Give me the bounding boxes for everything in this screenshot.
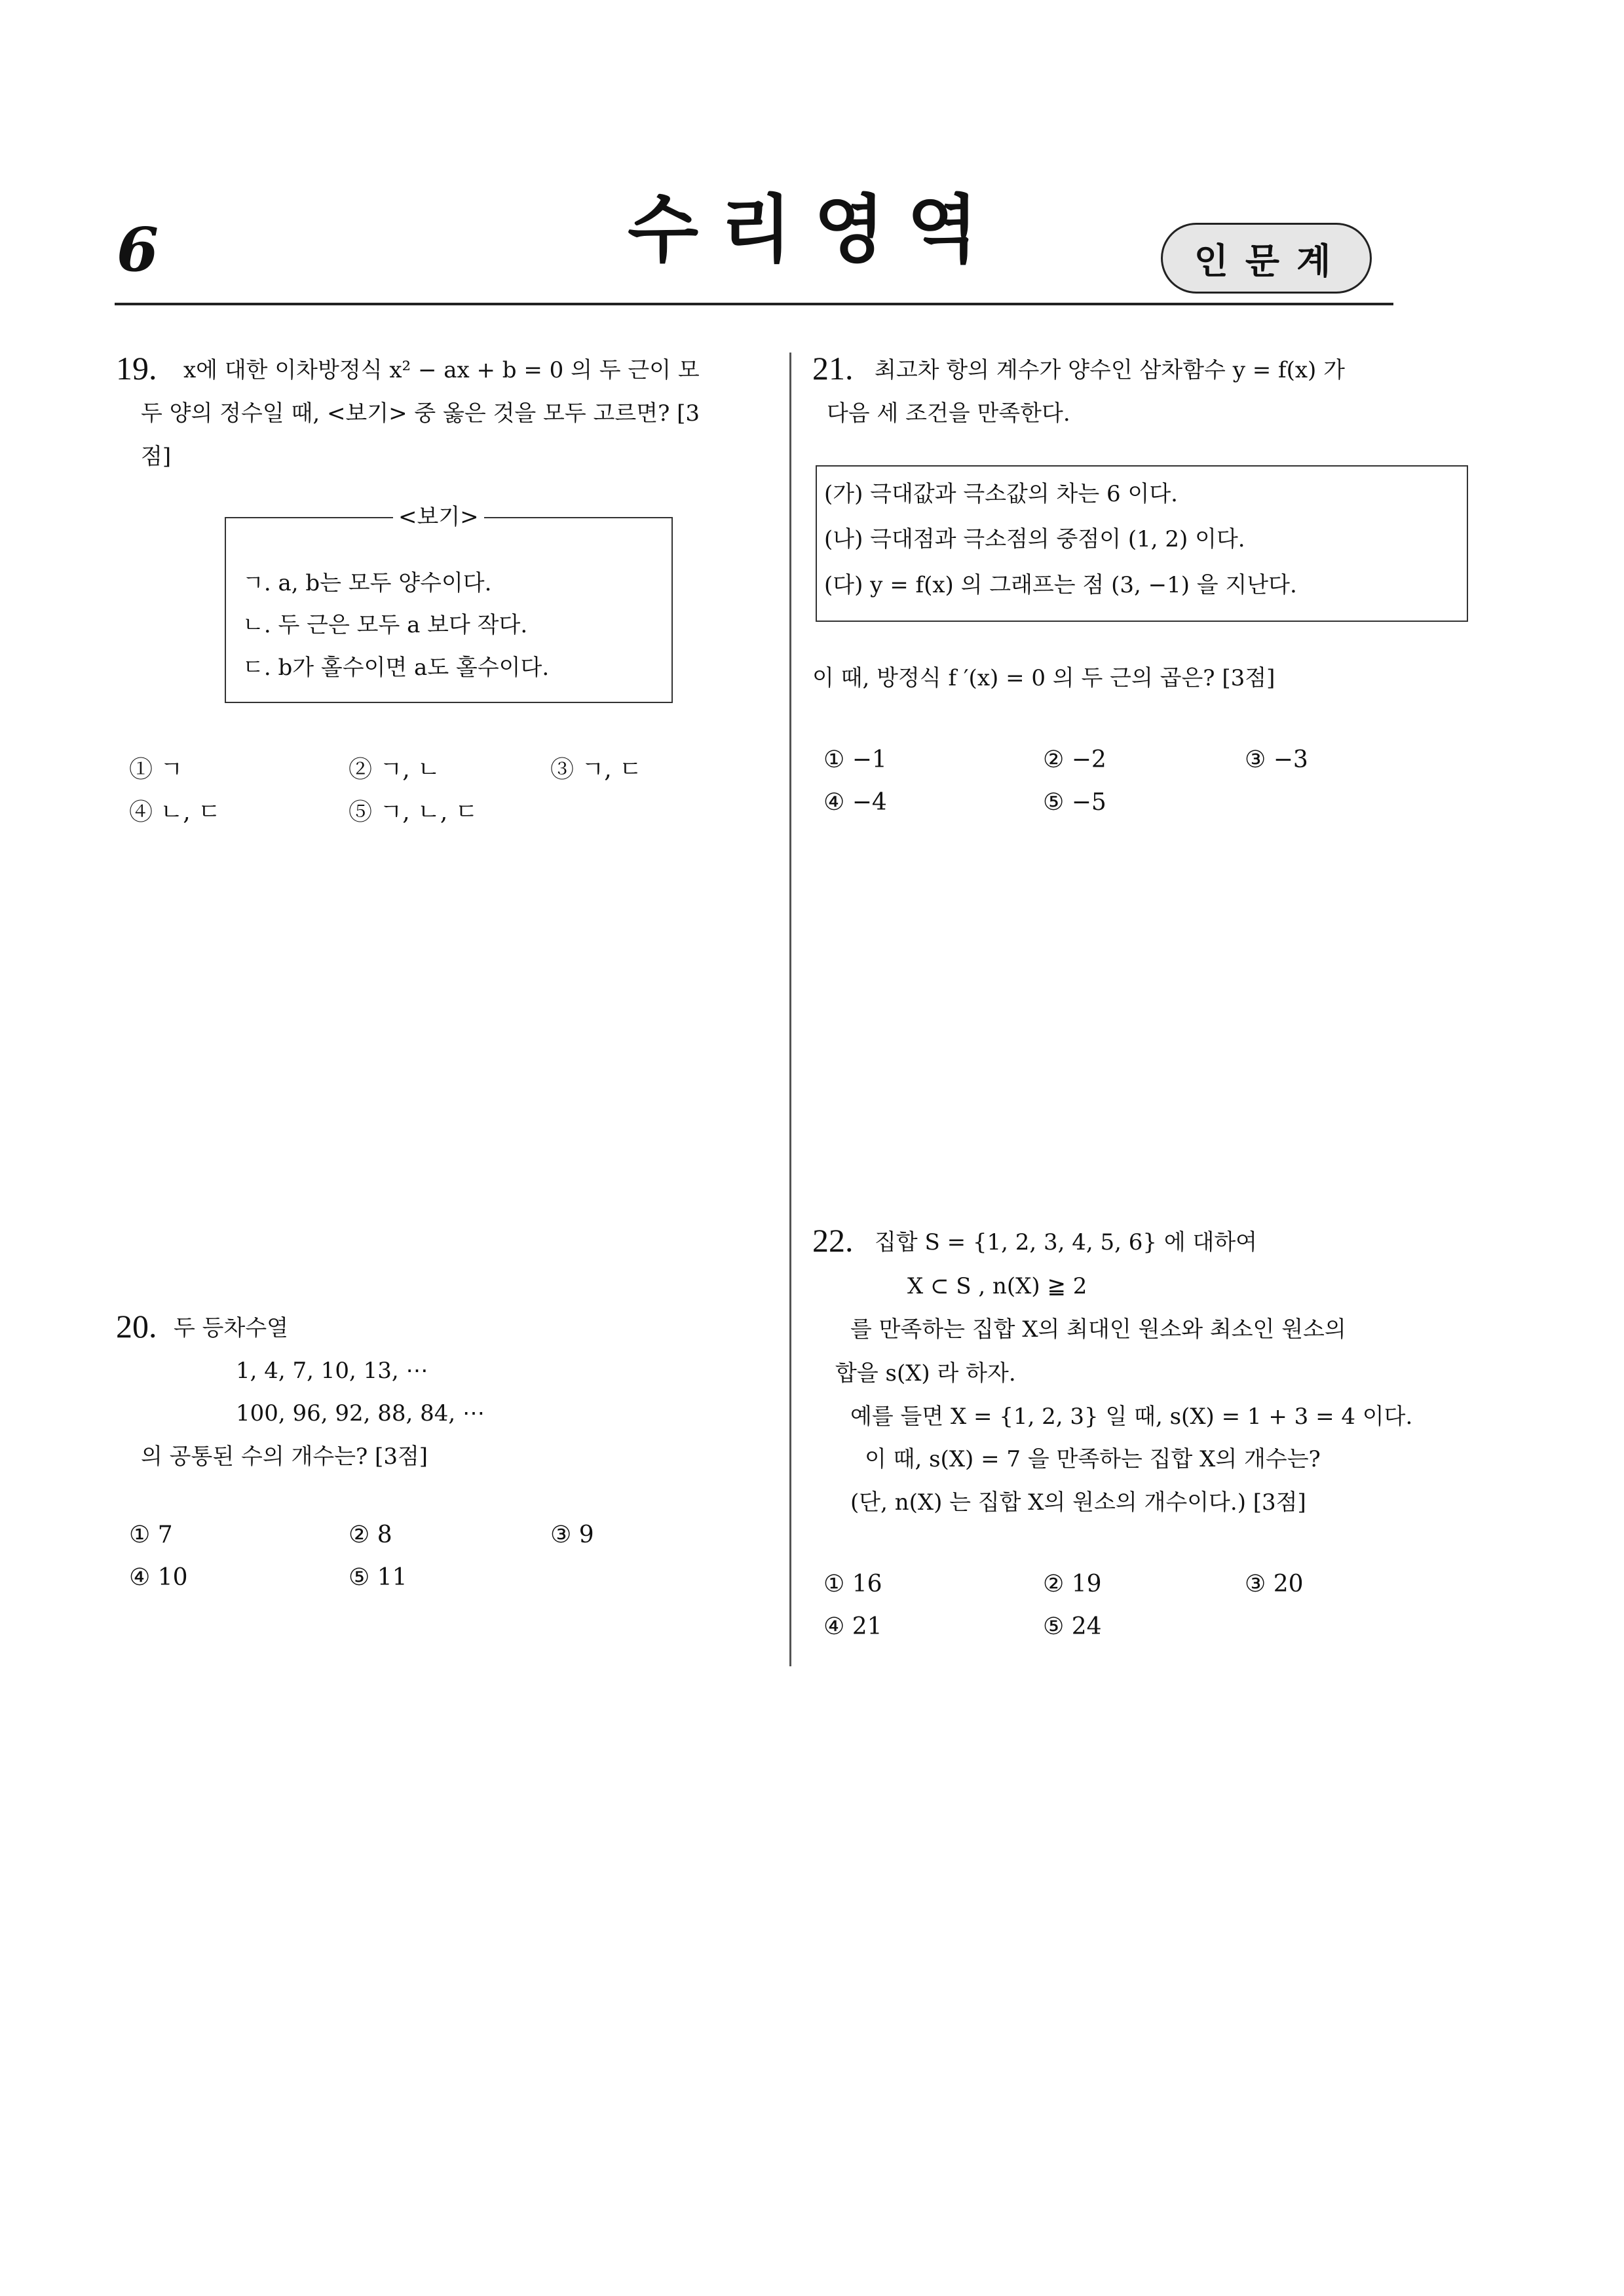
answer-choice-2[interactable]: ② ㄱ, ㄴ [349, 756, 440, 783]
question-text-line: 를 만족하는 집합 X의 최대인 원소와 최소인 원소의 [850, 1316, 1346, 1343]
sequence-1: 1, 4, 7, 10, 13, ⋯ [236, 1358, 428, 1384]
answer-choice-1[interactable]: ① 16 [823, 1571, 882, 1598]
answer-choice-2[interactable]: ② 19 [1043, 1571, 1102, 1598]
answer-choice-1[interactable]: ① 7 [129, 1521, 173, 1548]
answer-choice-5[interactable]: ⑤ 11 [349, 1564, 407, 1591]
answer-choice-3[interactable]: ③ −3 [1245, 746, 1308, 773]
question-number: 19. [116, 350, 157, 387]
question-number: 21. [812, 350, 854, 387]
answer-choice-5[interactable]: ⑤ ㄱ, ㄴ, ㄷ [349, 799, 478, 826]
question-text-line: 합을 s(X) 라 하자. [835, 1360, 1016, 1387]
condition-ga: (가) 극대값과 극소값의 차는 6 이다. [824, 481, 1178, 507]
answer-choice-1[interactable]: ① ㄱ [129, 756, 183, 783]
bogi-statement: ㄱ. a, b는 모두 양수이다. [242, 570, 492, 596]
answer-choice-2[interactable]: ② 8 [349, 1521, 392, 1548]
bogi-box-title: <보기> [393, 506, 484, 528]
question-text-line: (단, n(X) 는 집합 X의 원소의 개수이다.) [3점] [850, 1489, 1306, 1516]
question-text-line: 예를 들면 X = {1, 2, 3} 일 때, s(X) = 1 + 3 = 4 이다. [850, 1404, 1413, 1430]
answer-choice-3[interactable]: ③ 9 [550, 1521, 594, 1548]
question-text-line: 점] [141, 444, 172, 470]
answer-choice-3[interactable]: ③ 20 [1245, 1571, 1304, 1598]
question-text-line: 집합 S = {1, 2, 3, 4, 5, 6} 에 대하여 [875, 1229, 1258, 1255]
answer-choice-4[interactable]: ④ 21 [823, 1613, 882, 1640]
answer-choice-2[interactable]: ② −2 [1043, 746, 1106, 773]
answer-choice-5[interactable]: ⑤ 24 [1043, 1613, 1102, 1640]
answer-choice-4[interactable]: ④ −4 [823, 789, 887, 816]
question-text-line: x에 대한 이차방정식 x² − ax + b = 0 의 두 근이 모 [183, 357, 700, 383]
answer-choice-1[interactable]: ① −1 [823, 746, 887, 773]
condition-na: (나) 극대점과 극소점의 중점이 (1, 2) 이다. [824, 526, 1245, 552]
bogi-statement: ㄴ. 두 근은 모두 a 보다 작다. [242, 612, 528, 638]
question-text-line: 두 등차수열 [174, 1315, 289, 1341]
question-number: 22. [812, 1222, 854, 1259]
page-title: 수리영역 [628, 187, 1000, 273]
bogi-statement: ㄷ. b가 홀수이면 a도 홀수이다. [242, 655, 550, 681]
answer-choice-3[interactable]: ③ ㄱ, ㄷ [550, 756, 642, 783]
condition-da: (다) y = f(x) 의 그래프는 점 (3, −1) 을 지난다. [824, 572, 1297, 598]
question-text-line: 이 때, 방정식 f ′(x) = 0 의 두 근의 곱은? [3점] [812, 665, 1275, 691]
column-divider [789, 353, 791, 1666]
answer-choice-5[interactable]: ⑤ −5 [1043, 789, 1106, 816]
question-text-line: 다음 세 조건을 만족한다. [827, 400, 1070, 427]
question-text-line: 의 공통된 수의 개수는? [3점] [141, 1444, 428, 1470]
question-number: 20. [116, 1308, 157, 1345]
question-text-line: 두 양의 정수일 때, <보기> 중 옳은 것을 모두 고르면? [3 [141, 400, 700, 427]
question-text-line: 이 때, s(X) = 7 을 만족하는 집합 X의 개수는? [865, 1446, 1321, 1472]
header-divider [115, 303, 1393, 305]
track-badge: 인문계 [1161, 223, 1372, 294]
answer-choice-4[interactable]: ④ 10 [129, 1564, 188, 1591]
page-number: 6 [117, 214, 159, 285]
answer-choice-4[interactable]: ④ ㄴ, ㄷ [129, 799, 221, 826]
sequence-2: 100, 96, 92, 88, 84, ⋯ [236, 1400, 485, 1426]
question-text-line: 최고차 항의 계수가 양수인 삼차함수 y = f(x) 가 [875, 357, 1345, 383]
set-condition: X ⊂ S , n(X) ≧ 2 [907, 1273, 1087, 1299]
